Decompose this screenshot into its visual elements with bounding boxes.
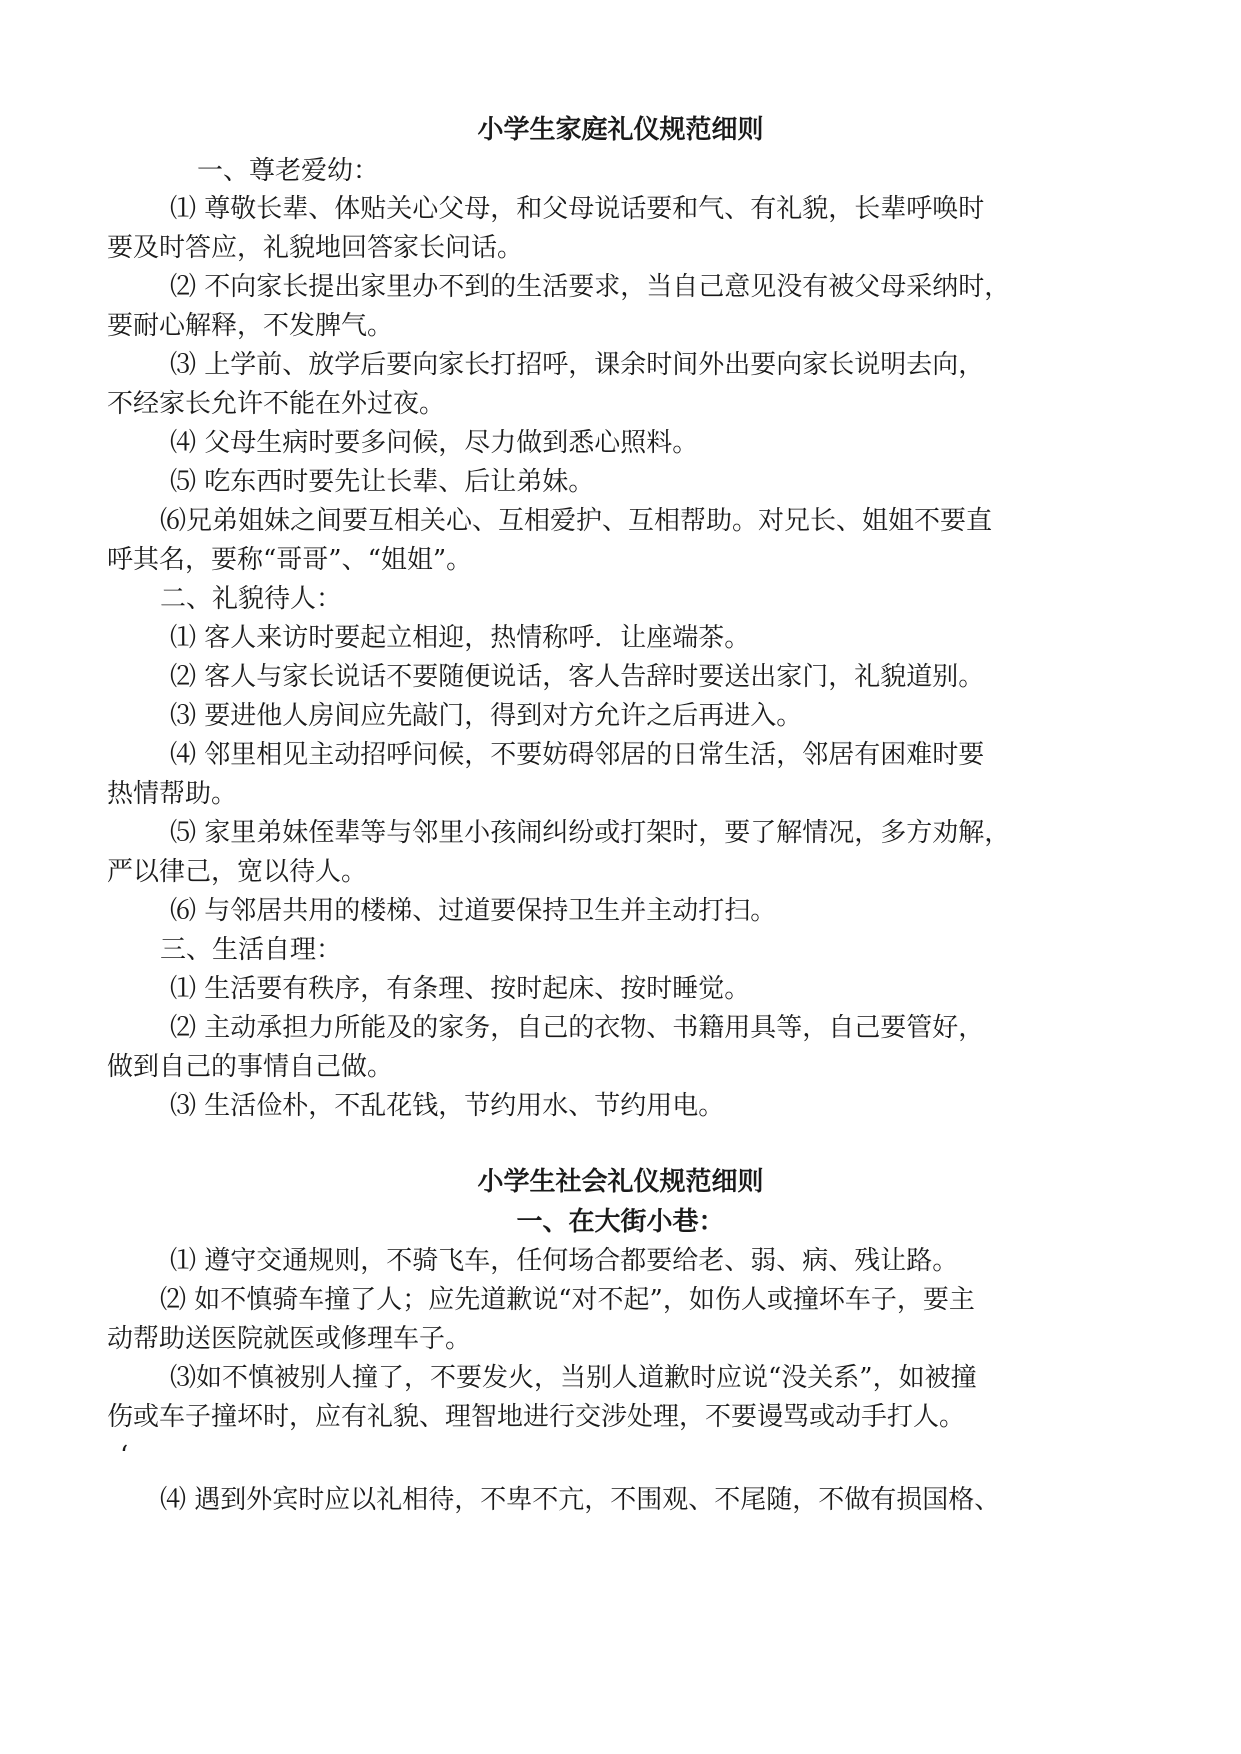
rule-line: 做到自己的事情自己做。 [107, 1052, 394, 1082]
rule-line: ⑶ 上学前、放学后要向家长打招呼，课余时间外出要向家长说明去向， [170, 350, 985, 380]
rule-line: ⑴ 尊敬长辈、体贴关心父母，和父母说话要和气、有礼貌，长辈呼唤时 [170, 194, 985, 224]
family-etiquette-title: 小学生家庭礼仪规范细则 [477, 115, 764, 145]
rule-line: ⑴ 遵守交通规则，不骑飞车，任何场合都要给老、弱、病、残让路。 [170, 1246, 959, 1276]
rule-line: ⑶ 要进他人房间应先敲门，得到对方允许之后再进入。 [170, 701, 803, 731]
rule-line: ⑹ 与邻居共用的楼梯、过道要保持卫生并主动打扫。 [170, 896, 777, 926]
rule-line: 要耐心解释，不发脾气。 [107, 311, 394, 341]
rule-line: ⑴ 客人来访时要起立相迎，热情称呼．让座端茶。 [170, 623, 751, 653]
rule-line: ⑵ 客人与家长说话不要随便说话，客人告辞时要送出家门，礼貌道别。 [170, 662, 985, 692]
rule-line: ⑵ 如不慎骑车撞了人；应先道歉说“对不起”，如伤人或撞坏车子，要主 [160, 1285, 975, 1315]
section-heading-polite: 二、礼貌待人： [160, 584, 343, 614]
rule-line: 严以律己，宽以待人。 [107, 857, 368, 887]
rule-line: 呼其名，要称“哥哥”、“姐姐”。 [107, 545, 473, 575]
rule-line: 要及时答应，礼貌地回答家长问话。 [107, 233, 524, 263]
rule-line: 动帮助送医院就医或修理车子。 [107, 1324, 472, 1354]
rule-line: ⑷ 父母生病时要多问候，尽力做到悉心照料。 [170, 428, 699, 458]
rule-line: ⑷ 遇到外宾时应以礼相待，不卑不亢，不围观、不尾随，不做有损国格、 [160, 1485, 1001, 1515]
rule-line: 伤或车子撞坏时，应有礼貌、理智地进行交涉处理，不要谩骂或动手打人。 [107, 1402, 966, 1432]
rule-line: ⑷ 邻里相见主动招呼问候，不要妨碍邻居的日常生活，邻居有困难时要 [170, 740, 985, 770]
rule-line: ⑸ 家里弟妹侄辈等与邻里小孩闹纠纷或打架时，要了解情况，多方劝解， [170, 818, 1011, 848]
section-heading-self-care: 三、生活自理： [160, 935, 343, 965]
rule-line: 不经家长允许不能在外过夜。 [107, 389, 446, 419]
section-heading-streets: 一、在大街小巷： [516, 1207, 725, 1237]
rule-line: 热情帮助。 [107, 779, 238, 809]
stray-mark: ‘ [120, 1441, 129, 1471]
rule-line: ⑶ 生活俭朴，不乱花钱，节约用水、节约用电。 [170, 1091, 725, 1121]
rule-line: ⑵ 不向家长提出家里办不到的生活要求，当自己意见没有被父母采纳时， [170, 272, 1011, 302]
rule-line: ⑸ 吃东西时要先让长辈、后让弟妹。 [170, 467, 595, 497]
social-etiquette-title: 小学生社会礼仪规范细则 [477, 1167, 764, 1197]
rule-line: ⑵ 主动承担力所能及的家务，自己的衣物、书籍用具等，自己要管好， [170, 1013, 985, 1043]
section-heading-respect-elders: 一、尊老爱幼： [197, 156, 380, 186]
rule-line: ⑶如不慎被别人撞了，不要发火，当别人道歉时应说“没关系”，如被撞 [170, 1363, 977, 1393]
rule-line: ⑹兄弟姐妹之间要互相关心、互相爱护、互相帮助。对兄长、姐姐不要直 [160, 506, 993, 536]
rule-line: ⑴ 生活要有秩序，有条理、按时起床、按时睡觉。 [170, 974, 751, 1004]
